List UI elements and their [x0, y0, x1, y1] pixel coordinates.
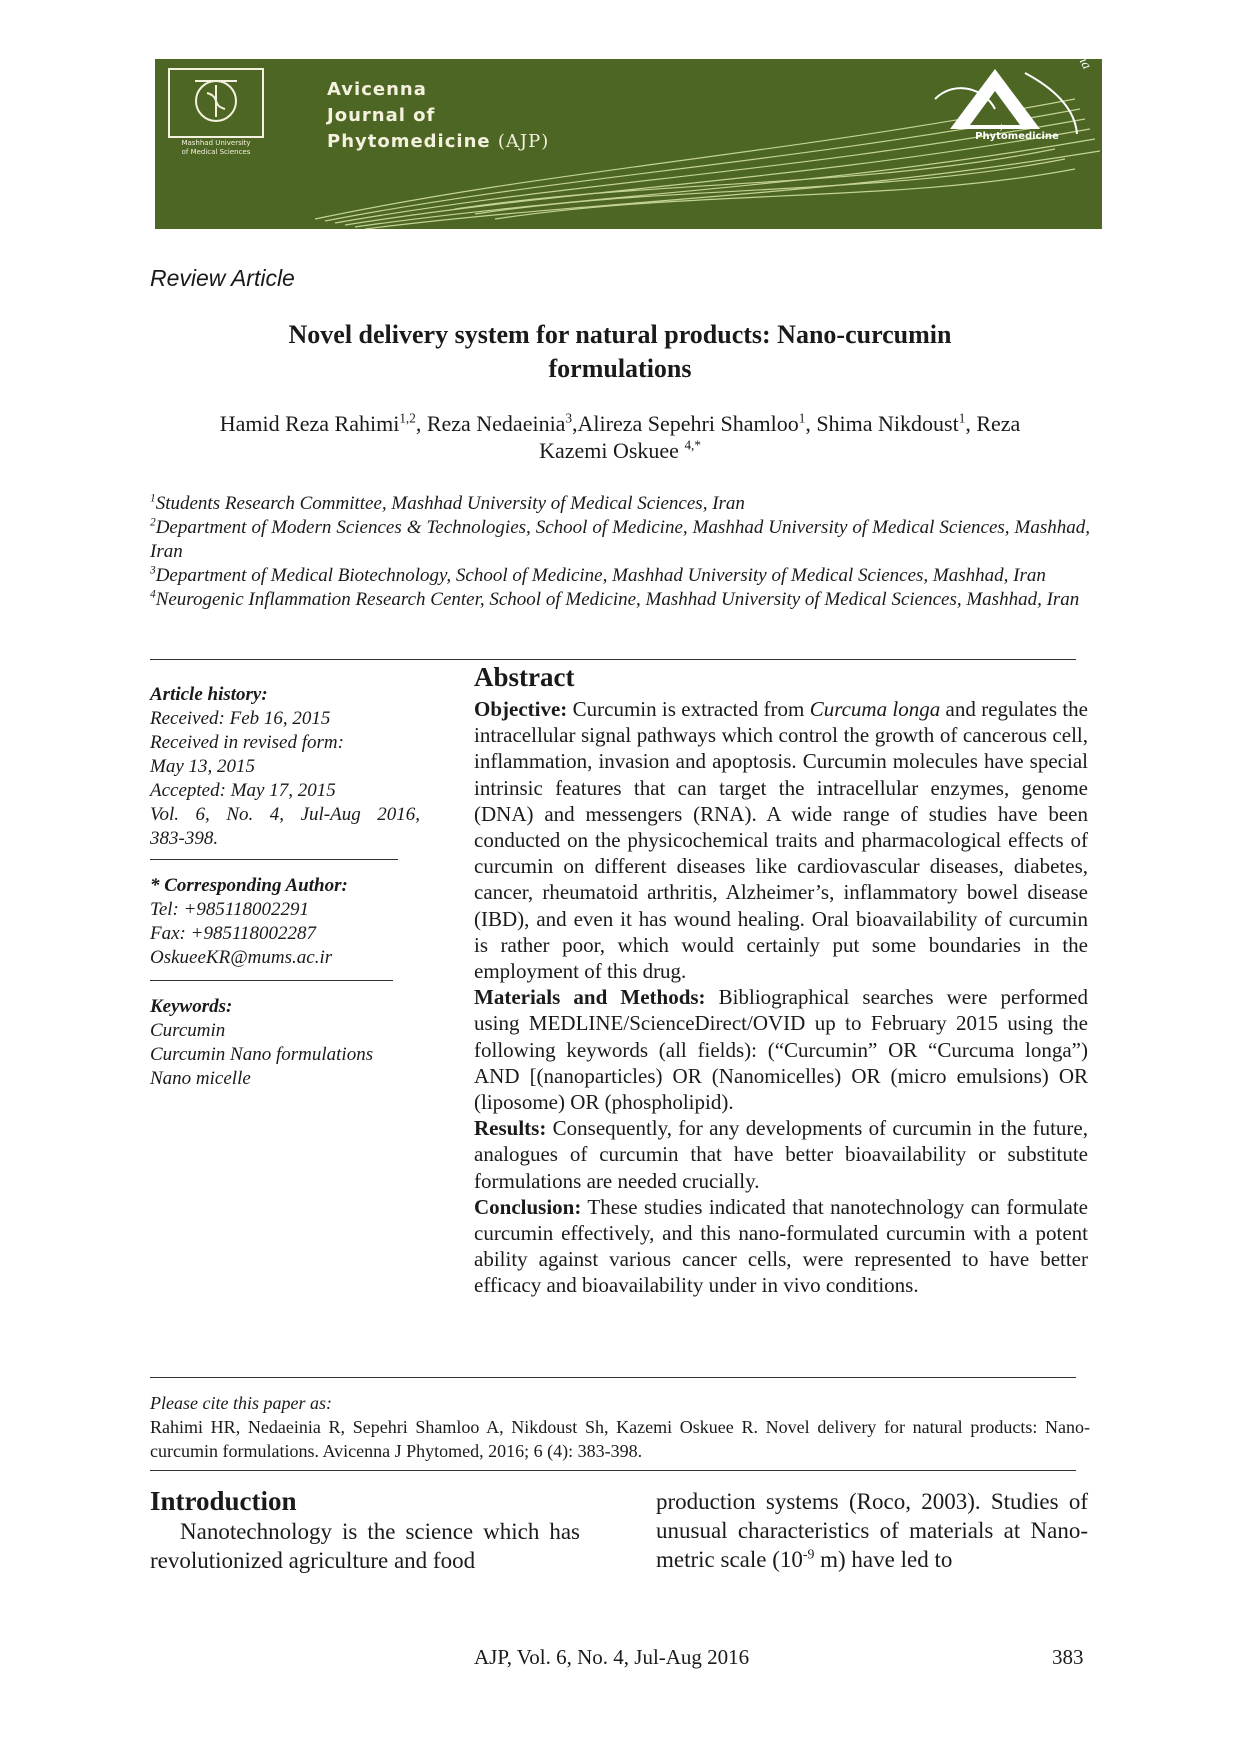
intro-text: m) have led to	[814, 1547, 953, 1572]
conclusion-label: Conclusion:	[474, 1194, 582, 1219]
right-logo-small: Journal of	[1000, 123, 1034, 131]
authors	[150, 410, 1090, 464]
accepted-date: Accepted: May 17, 2015	[150, 780, 336, 801]
introduction-paragraph-continued	[656, 1487, 1088, 1574]
conclusion-text: These studies indicated that nanotechnology can formulate curcumin effectively, and this nano-formulated curcumin with a potent ability against various cancer cells, were represented to have better efficacy and bioavailability under in vivo conditions.	[474, 1194, 1088, 1298]
corresponding-heading: * Corresponding Author:	[150, 875, 348, 896]
author-sup: 4,*	[684, 437, 701, 453]
author-name: Hamid Reza Rahimi	[219, 411, 400, 436]
banner-abbreviation: (AJP)	[497, 131, 550, 152]
affiliation	[150, 588, 1090, 612]
keyword: Nano micelle	[150, 1068, 251, 1089]
affiliation	[150, 564, 1090, 588]
author-sup: 3	[565, 410, 573, 426]
pages-info: 383-398.	[150, 828, 219, 849]
article-type: Review Article	[150, 265, 295, 291]
keywords-heading: Keywords:	[150, 996, 233, 1017]
results-text: Consequently, for any developments of curcumin in the future, analogues of curcumin that have better bioavailability or substitute formulations are needed crucially.	[474, 1116, 1088, 1193]
species-name: Curcuma longa	[809, 697, 941, 721]
banner-title-line2: Journal of	[327, 105, 436, 126]
abstract	[474, 660, 1088, 1299]
keywords	[150, 995, 420, 1091]
affiliation-num: 1	[150, 492, 156, 505]
abstract-heading: Abstract	[474, 662, 575, 692]
author-name: , Reza	[965, 411, 1021, 436]
results-label: Results:	[474, 1116, 547, 1141]
banner-title-line1: Avicenna	[327, 79, 427, 100]
abstract-methods	[474, 984, 1088, 1115]
right-logo-big: Phytomedicine	[975, 131, 1059, 142]
affiliation	[150, 492, 1090, 516]
affiliation-num: 4	[150, 588, 156, 601]
volume-info: Vol. 6, No. 4, Jul-Aug 2016,	[150, 804, 420, 825]
affiliation-text: Neurogenic Inflammation Research Center, School of Medicine, Mashhad University of Medical Sciences, Mashhad, Iran	[155, 589, 1080, 610]
corresponding-fax: Fax: +985118002287	[150, 923, 317, 944]
corresponding-email[interactable]: OskueeKR@mums.ac.ir	[150, 947, 333, 968]
affiliation	[150, 516, 1090, 564]
citation-top-divider	[150, 1377, 1076, 1378]
banner-waves	[155, 59, 1102, 229]
intro-text: production systems (Roco, 2003). Studies of unusual characteristics of materials at Nano-metric scale (10	[656, 1489, 1088, 1572]
banner-title	[327, 77, 549, 155]
author-sup: 1	[798, 410, 806, 426]
article-history	[150, 683, 420, 851]
citation-box	[150, 1391, 1090, 1463]
objective-label: Objective:	[474, 697, 568, 721]
university-line2: of Medical Sciences	[181, 148, 251, 156]
methods-label: Materials and Methods:	[474, 985, 706, 1010]
right-logo-text	[952, 123, 1082, 142]
banner-title-line3: Phytomedicine	[327, 131, 491, 152]
author-name: ,Alireza Sepehri Shamloo	[572, 411, 799, 436]
paper-title	[200, 318, 1040, 386]
citation-label: Please cite this paper as:	[150, 1393, 332, 1413]
objective-text: and regulates the intracellular signal pathways which control the growth of cancerous cell, inflammation, invasion and apoptosis. Curcumin molecules have special intrinsic features that can target the intracellular enzymes, genome (DNA) and messengers (RNA). A wide range of studies have been conducted on the physicochemical traits and pharmacological effects of curcumin on different diseases like cardiovascular diseases, diabetes, cancer, rheumatoid arthritis, Alzheimer’s, inflammatory bowel disease (IBD), and even it has wound healing. Oral bioavailability of curcumin is rather poor, which would certainly put some boundaries in the employment of this drug.	[474, 697, 1088, 984]
corresponding-author	[150, 874, 420, 970]
revised-label: Received in revised form:	[150, 732, 344, 753]
revised-date: May 13, 2015	[150, 756, 256, 777]
citation-bottom-divider	[150, 1470, 1076, 1471]
exponent: -9	[802, 1546, 815, 1562]
author-sup: 1,2	[399, 410, 416, 426]
university-line1: Mashhad University	[181, 139, 251, 147]
author-sup: 1	[958, 410, 966, 426]
citation-text: Rahimi HR, Nedaeinia R, Sepehri Shamloo A, Nikdoust Sh, Kazemi Oskuee R. Novel delivery for natural products: Nano-curcumin formulations. Avicenna J Phytomed, 2016; 6 (4): 383-398.	[150, 1417, 1090, 1461]
university-emblem-icon	[169, 69, 263, 137]
affiliations	[150, 492, 1090, 612]
abstract-results	[474, 1115, 1088, 1194]
author-name: , Reza Nedaeinia	[415, 411, 566, 436]
title-line1: Novel delivery system for natural products: Nano-curcumin	[288, 320, 952, 349]
university-name	[169, 139, 263, 157]
author-name: Kazemi Oskuee	[539, 438, 679, 463]
introduction-left-column	[150, 1485, 580, 1575]
introduction-heading: Introduction	[150, 1486, 297, 1516]
keyword: Curcumin Nano formulations	[150, 1044, 374, 1065]
journal-banner	[155, 16, 1102, 229]
affiliation-num: 2	[150, 516, 156, 529]
introduction-right-column	[656, 1487, 1088, 1574]
affiliation-text: Department of Modern Sciences & Technologies, School of Medicine, Mashhad University of Medical Sciences, Mashhad, Iran	[150, 517, 1090, 562]
keyword: Curcumin	[150, 1020, 226, 1041]
footer-journal-info: AJP, Vol. 6, No. 4, Jul-Aug 2016	[474, 1645, 750, 1669]
title-line2: formulations	[548, 354, 692, 383]
objective-text: Curcumin is extracted from	[567, 697, 810, 721]
introduction-paragraph: Nanotechnology is the science which has revolutionized agriculture and food	[150, 1519, 580, 1573]
received-date: Received: Feb 16, 2015	[150, 708, 331, 729]
abstract-objective	[474, 696, 1088, 984]
article-info-sidebar	[150, 683, 420, 1091]
corresponding-tel: Tel: +985118002291	[150, 899, 310, 920]
article-history-heading: Article history:	[150, 684, 268, 705]
abstract-conclusion	[474, 1194, 1088, 1299]
author-name: , Shima Nikdoust	[805, 411, 959, 436]
methods-text: Bibliographical searches were performed using MEDLINE/ScienceDirect/OVID up to February 2015 using the following keywords (all fields): (“Curcumin” OR “Curcuma longa”) AND [(nanoparticles) OR (Nanomicelles) OR (micro emulsions) OR (liposome) OR (phospholipid).	[474, 985, 1088, 1115]
right-logo-arc: Avicenna	[1055, 16, 1094, 72]
affiliation-text: Students Research Committee, Mashhad University of Medical Sciences, Iran	[155, 493, 745, 514]
affiliation-text: Department of Medical Biotechnology, School of Medicine, Mashhad University of Medical Sciences, Mashhad, Iran	[155, 565, 1046, 586]
page-number: 383	[1052, 1645, 1084, 1669]
affiliation-num: 3	[150, 564, 156, 577]
